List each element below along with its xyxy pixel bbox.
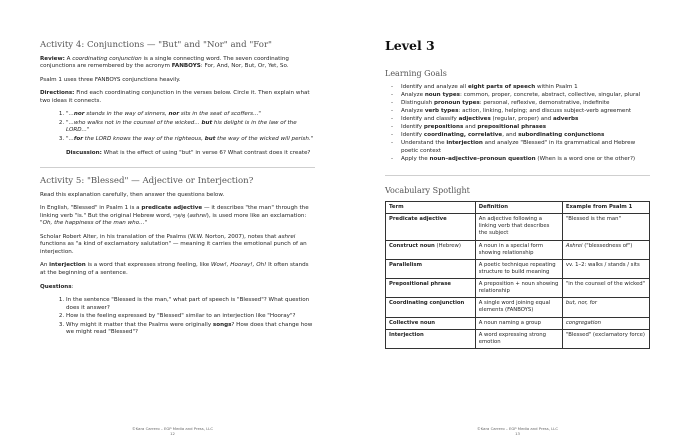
vocab-example: vv. 1–2: walks / stands / sits — [562, 259, 649, 278]
vocab-term: Construct noun (Hebrew) — [386, 240, 476, 259]
footer-copyright: ©Kara Carrero – EGP Media and Press, LLC — [476, 426, 559, 432]
vocab-definition: A single word joining equal elements (FANBOYS) — [475, 298, 562, 317]
activity4-title: Activity 4: Conjunctions — "But" and "Nor" and "For" — [40, 40, 273, 50]
activity5-title: Activity 5: "Blessed" — Adjective or Interjection? — [40, 176, 254, 187]
vocab-example: "in the counsel of the wicked" — [562, 279, 649, 298]
table-row — [386, 298, 650, 317]
vocab-header-row — [386, 201, 650, 213]
section-divider — [40, 167, 315, 168]
question-item: 1. In the sentence "Blessed is the man," what part of speech is "Blessed"? What question does it answer? — [66, 297, 315, 312]
vocab-header-term: Term — [386, 201, 476, 213]
goal-item: - Identify prepositions and prepositional phrases — [391, 124, 650, 132]
vocab-example: congregation — [562, 317, 649, 329]
vocab-term: Parallelism — [386, 259, 476, 278]
questions-heading: Questions: — [40, 283, 74, 290]
activity5-paragraph-3: An interjection is a word that expresses strong feeling, like Wow!, Hooray!, Oh! It often stands at the beginning of a sentence. — [40, 262, 309, 277]
review-text-2: is a single connecting word. The seven coordinating conjunctions are remembered by the acronym — [40, 55, 289, 70]
section-divider — [385, 175, 650, 176]
level-title: Level 3 — [385, 38, 435, 53]
questions-list — [66, 297, 315, 337]
vocab-definition: A poetic technique repeating structure to build meaning — [475, 259, 562, 278]
review-term: coordinating conjunction — [72, 55, 142, 62]
vocab-definition: A noun in a special form showing relationship — [475, 240, 562, 259]
vocab-definition: A noun naming a group — [475, 317, 562, 329]
hebrew-word: אַשְׁרֵי — [173, 212, 186, 219]
vocab-term: Prepositional phrase — [386, 279, 476, 298]
vocab-term: Collective noun — [386, 317, 476, 329]
vocab-header-definition: Definition — [475, 201, 562, 213]
vocab-example: "Blessed is the man" — [562, 214, 649, 240]
verse-item: 2. "...who walks not in the counsel of the wicked... but his delight is in the law of the LORD..." — [66, 120, 315, 135]
vocab-term: Predicate adjective — [386, 214, 476, 240]
table-row — [386, 279, 650, 298]
page-footer — [0, 427, 345, 437]
table-row — [386, 214, 650, 240]
page-footer — [345, 427, 690, 437]
right-page — [345, 0, 690, 445]
psalm-note: Psalm 1 uses three FANBOYS conjunctions heavily. — [40, 76, 181, 83]
activity4-review — [40, 56, 315, 71]
goal-item: - Identify coordinating, correlative, and subordinating conjunctions — [391, 132, 650, 140]
verse-item: 3. "...for the LORD knows the way of the righteous, but the way of the wicked will perish." — [66, 136, 315, 144]
goal-item: - Analyze noun types: common, proper, concrete, abstract, collective, singular, plural — [391, 92, 650, 100]
question-item: 3. Why might it matter that the Psalms were originally songs? How does that change how we might read "Blessed"? — [66, 322, 315, 337]
goals-title: Learning Goals — [385, 68, 447, 78]
table-row — [386, 259, 650, 278]
vocab-example: "Blessed" (exclamatory force) — [562, 329, 649, 348]
goal-item: - Analyze verb types: action, linking, helping; and discuss subject-verb agreement — [391, 108, 650, 116]
page-number: 12 — [170, 431, 175, 437]
discussion-text: What is the effect of using "but" in verse 6? What contrast does it create? — [101, 149, 311, 156]
vocab-example: Ashrei ("blessedness of") — [562, 240, 649, 259]
verse-list — [66, 111, 315, 143]
table-row — [386, 329, 650, 348]
vocab-definition: An adjective following a linking verb that describes the subject — [475, 214, 562, 240]
vocab-table — [385, 201, 650, 349]
question-item: 2. How is the feeling expressed by "Blessed" similar to an interjection like "Hooray"? — [66, 313, 315, 321]
review-acronym: FANBOYS — [171, 63, 201, 70]
table-row — [386, 317, 650, 329]
activity4-directions — [40, 90, 315, 105]
vocab-definition: A preposition + noun showing relationship — [475, 279, 562, 298]
goal-item: - Identify and classify adjectives (regular, proper) and adverbs — [391, 116, 650, 124]
goal-item: - Distinguish pronoun types: personal, reflexive, demonstrative, indefinite — [391, 100, 650, 108]
page-number: 13 — [515, 431, 520, 437]
activity5-paragraph-2: Scholar Robert Alter, in his translation of the Psalms (W.W. Norton, 2007), notes that ashrei functions as "a kind of exclamatory salutation" — meaning it carries the emotional punch of an interjection. — [40, 233, 307, 255]
directions-label: Directions: — [40, 90, 75, 97]
table-row — [386, 240, 650, 259]
verse-item: 1. "...nor stands in the way of sinners, nor sits in the seat of scoffers..." — [66, 111, 315, 119]
vocab-header-example: Example from Psalm 1 — [562, 201, 649, 213]
vocab-term: Interjection — [386, 329, 476, 348]
activity5-paragraph-1: In English, "Blessed" in Psalm 1 is a predicate adjective — it describes "the man" through the linking verb "is." But the original Hebrew word, אַשְׁרֵי (ashrei), is used more like an exclamation: "Oh, the happiness of the man who..." — [40, 205, 309, 227]
review-text-1: A — [66, 55, 73, 62]
discussion-label: Discussion: — [66, 149, 102, 156]
review-text-3: : For, And, Nor, But, Or, Yet, So. — [200, 63, 289, 70]
footer-copyright: ©Kara Carrero – EGP Media and Press, LLC — [131, 426, 214, 432]
vocab-example: but, nor, for — [562, 298, 649, 317]
vocab-title: Vocabulary Spotlight — [385, 186, 470, 196]
goals-list — [391, 84, 650, 163]
goal-item: - Identify and analyze all eight parts of speech within Psalm 1 — [391, 84, 650, 92]
goal-item: - Apply the noun–adjective–pronoun question (When is a word one or the other?) — [391, 156, 650, 164]
activity4-discussion — [66, 150, 315, 158]
directions-text: Find each coordinating conjunction in the verses below. Circle it. Then explain what two ideas it connects. — [40, 90, 310, 104]
activity5-intro: Read this explanation carefully, then answer the questions below. — [40, 191, 225, 198]
vocab-term: Coordinating conjunction — [386, 298, 476, 317]
review-label: Review: — [40, 55, 65, 62]
vocab-definition: A word expressing strong emotion — [475, 329, 562, 348]
goal-item: - Understand the interjection and analyze "Blessed" in its grammatical and Hebrew poetic context — [391, 140, 650, 155]
